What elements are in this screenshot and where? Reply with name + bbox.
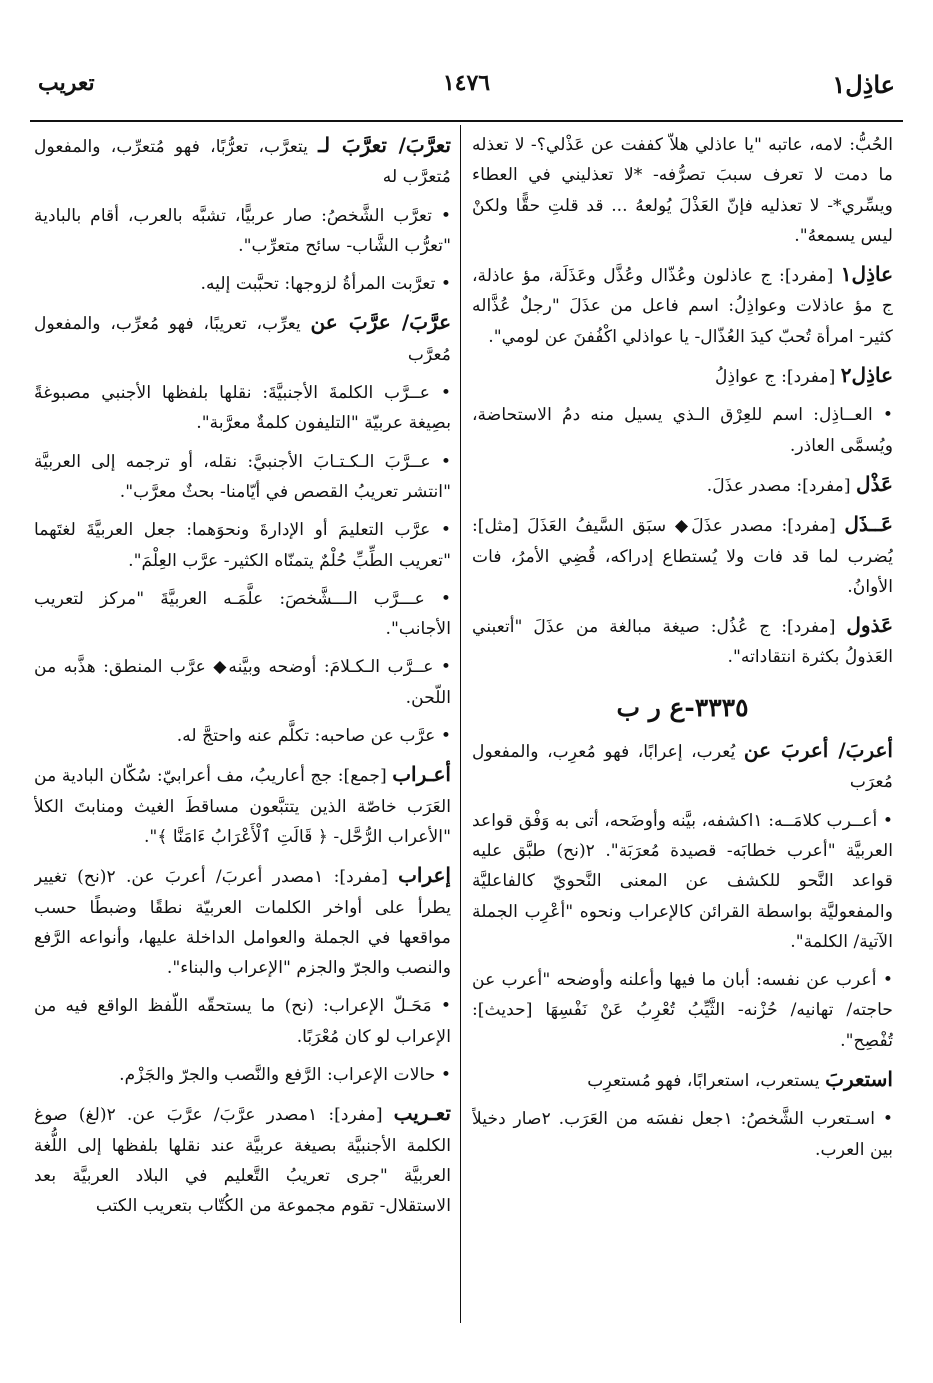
page-number: ١٤٧٦ bbox=[442, 70, 491, 96]
headword: عَذْل bbox=[856, 471, 893, 496]
dictionary-entry bbox=[472, 735, 893, 798]
entry-text: [مفرد]: ج عواذِلُ bbox=[715, 367, 841, 388]
dictionary-entry bbox=[472, 965, 893, 1056]
entry-text: يعرِّب، تعريبًا، فهو مُعرِّب، والمفعول مُعرَّب bbox=[34, 314, 451, 365]
dictionary-entry bbox=[34, 860, 451, 983]
dictionary-entry bbox=[34, 307, 451, 370]
headword: عَــذَل bbox=[844, 512, 893, 537]
entry-text: [مفرد]: ج عاذلون وعُذّال وعُذَّل وعَذَلَة، مؤ عاذلة، ج مؤ عاذلات وعواذِلُ: اسم فاعل من عذَلَ "رجلٌ عُذَّاله كثير- امرأة تُحبّ كيدَ العُذّال- يا عواذلي اكْفُفنَ عن لومي". bbox=[472, 266, 893, 347]
entry-text: [مفرد]: مصدر عذَلَ. bbox=[706, 475, 857, 496]
dictionary-entry bbox=[34, 447, 451, 508]
dictionary-entry bbox=[34, 991, 451, 1052]
entry-text: • العــاذِل: اسم للعِرْق الـذي يسيل منه دمُ الاستحاضة، ويُسمَّى العاذر. bbox=[472, 405, 893, 456]
dictionary-entry bbox=[34, 652, 451, 713]
header-guide-word-right: عاذِل١ bbox=[832, 70, 895, 99]
entry-text: • عرَّب التعليمَ أو الإدارةَ ونحوَهما: جعل العربيَّةَ لغتَهما "تعريب الطِّبِّ حُلْمٌ يتمنّاه الكثير- عرَّب العِلْمَ". bbox=[34, 520, 451, 571]
headword: عَذول bbox=[846, 613, 893, 638]
dictionary-entry bbox=[34, 759, 451, 852]
entry-text: • عــرَّب الكلمةَ الأجنبيَّةَ: نقلها بلفظها الأجنبي مصبوغةً بصِيغة عربيّة "التليفون كلمةٌ معرَّبة". bbox=[34, 383, 451, 434]
headword: عاذِل٢ bbox=[840, 363, 893, 388]
header-rule bbox=[30, 120, 903, 122]
dictionary-entry bbox=[34, 269, 451, 299]
entry-text: • تعرَّبت المرأةُ لزوجها: تحبَّبت إليه. bbox=[200, 274, 451, 295]
dictionary-entry bbox=[472, 806, 893, 957]
dictionary-entry bbox=[34, 201, 451, 262]
dictionary-entry bbox=[34, 378, 451, 439]
right-column bbox=[472, 130, 893, 1343]
page-header bbox=[30, 70, 903, 110]
entry-text: • عــرَّبَ الـكـتـابَ الأجنبيَّ: نقله، أو ترجمه إلى العربيَّة "انتشر تعريبُ القصص في أيّامنا- بحثٌ معرَّب". bbox=[34, 451, 451, 502]
dictionary-entry bbox=[472, 130, 893, 251]
entry-text: • عرَّب عن صاحبه: تكلَّم عنه واحتجَّ له. bbox=[176, 726, 451, 747]
headword: تعـريب bbox=[393, 1101, 451, 1126]
dictionary-entry bbox=[34, 130, 451, 193]
entry-text: • تعرَّب الشَّخصُ: صار عربيًّا، تشبَّه بالعرب، أقام بالبادية "تعرُّب الشَّاب- سائح متعرِّب". bbox=[34, 205, 451, 256]
dictionary-entry bbox=[472, 610, 893, 673]
dictionary-entry bbox=[34, 515, 451, 576]
root-heading: ٣٣٣٥-ع ر ب bbox=[616, 692, 749, 722]
entry-text: • عــرَّب الـكـلامَ: أوضحه وبيَّنه◆ عرَّب المنطق: هذَّبه من اللّحن. bbox=[34, 657, 451, 708]
entry-text: [جمع]: جج أعاريبُ، مف أعرابيّ: سُكّان البادية من العَرَب خاصّة الذين يتتبَّعون مساقطَ الغيث ومنابتَ الكلأ "الأعراب الرُّحَّل- ﴿ قَالَتِ ٱلْأَعْرَابُ ءَامَنَّا ﴾". bbox=[34, 766, 451, 847]
entry-text: يُعرب، إعرابًا، فهو مُعرِب، والمفعول مُعرَب bbox=[472, 742, 893, 793]
headword: تعرَّبَ/ تعرَّبَ لـ bbox=[318, 133, 451, 157]
dictionary-entry bbox=[472, 360, 893, 392]
dictionary-entry bbox=[472, 1064, 893, 1096]
column-divider bbox=[460, 125, 461, 1323]
entry-text: • مَحَـلّ الإعراب: (نح) ما يستحقّه اللّفظ الواقع فيه من الإعراب لو كان مُعْرَبًا. bbox=[34, 996, 451, 1047]
dictionary-entry bbox=[472, 1104, 893, 1165]
entry-text: [مفرد]: ١مصدر أعربَ/ أعربَ عن. ٢(نح) تغيير يطرأ على أواخر الكلمات العربيّة نطقًا وضبطًا حسب مواقعها في الجملة والعوامل الداخلة عليها، وأنواعه الرَّفع والنصب والجرّ والجزم "الإعراب والبناء". bbox=[34, 867, 451, 979]
entry-text: • اسـتعرب الشَّخصُ: ١جعل نفسَه من العَرَب. ٢صار دخيلاً بين العرب. bbox=[472, 1109, 893, 1160]
dictionary-entry bbox=[472, 259, 893, 352]
headword: أعربَ/ أعربَ عن bbox=[743, 738, 893, 763]
entry-text: • أعرب عن نفسه: أبان ما فيها وأعلنه وأوضحه "أعرب عن حاجته/ تهانيه/ حُزْنه- الثَّيِّبُ تُعْرِبُ عَنْ نَفْسِهَا [حديث]: تُفْصِح". bbox=[472, 970, 893, 1051]
dictionary-entry bbox=[472, 469, 893, 501]
headword: أعـراب bbox=[392, 762, 451, 787]
headword: استعربَ bbox=[825, 1067, 893, 1092]
entry-text: • حالات الإعراب: الرَّفع والنَّصب والجرّ والجَزْم. bbox=[119, 1065, 451, 1086]
entry-text: الحُبُّ: لامه، عاتبه "يا عاذلي هلاّ كففت عن عَذْلي؟- لا تعذله ما دمت لا تعرف سببَ تصرُّفه- *لا تعذليني في العطاء ويسِّري*- لا تعذليه فإنّ العَذْلَ يُولعهُ ... قد قلتِ حقًّا ولكنْ ليس يسمعهُ". bbox=[472, 135, 893, 246]
entry-text: يتعرَّب، تعرُّبًا، فهو مُتعرِّب، والمفعول مُتعرَّب له bbox=[34, 137, 451, 188]
dictionary-entry bbox=[34, 721, 451, 751]
left-column bbox=[34, 130, 451, 1343]
entry-text: يستعرب، استعرابًا، فهو مُستعرِب bbox=[587, 1071, 826, 1092]
entry-text: [مفرد]: مصدر عذَلَ◆ سبَق السَّيفُ العَذَلَ [مثل]: يُضرب لما قد فات ولا يُستطاع إدراكه، قُضِي الأمرُ، فات الأوانُ. bbox=[472, 516, 893, 597]
headword: إعراب bbox=[398, 863, 451, 888]
entry-text: • عـــرَّب الـــشَّخصَ: علَّمَـه العربيَّةَ "مركز لتعريب الأجانب". bbox=[34, 588, 451, 640]
entry-text: [مفرد]: ١مصدر عرَّبَ/ عرَّبَ عن. ٢(لغ) صوغ الكلمة الأجنبيَّة بصيغة عربيَّة عند نقلها بلفظها إلى اللُّغة العربيَّة "جرى تعريبُ التَّعليم في البلاد العربيَّة بعد الاستقلال- تقوم مجموعة من الكُتّاب بتعريب الكتب bbox=[34, 1105, 451, 1217]
dictionary-entry bbox=[34, 1060, 451, 1090]
headword: عرَّبَ/ عرَّبَ عن bbox=[310, 310, 451, 335]
dictionary-entry bbox=[34, 1098, 451, 1221]
entry-text: [مفرد]: ج عُذُل: صيغة مبالغة من عذَلَ "أتعبني العَذولُ بكثرة انتقاداته". bbox=[472, 617, 893, 668]
dictionary-entry bbox=[34, 584, 451, 645]
entry-text: • أعــرب كلامَــه: ١اكشفه، بيَّنه وأوضَحه، أتى به وَفْق قواعد العربيَّة "أعرب خطابَه- قصيدة مُعرَبَة". ٢(نح) طبَّق عليه قواعد النَّحو للكشف عن المعنى النَّحويّ كالفاعليَّة والمفعوليَّة بواسطة القرائن كالإعراب ونحوه "أعْرِب الجملة الآتية/ الكلمة". bbox=[472, 810, 893, 952]
header-guide-word-left: تعريب bbox=[38, 70, 95, 96]
dictionary-entry bbox=[472, 400, 893, 461]
dictionary-entry bbox=[472, 509, 893, 602]
headword: عاذِل١ bbox=[840, 262, 893, 287]
